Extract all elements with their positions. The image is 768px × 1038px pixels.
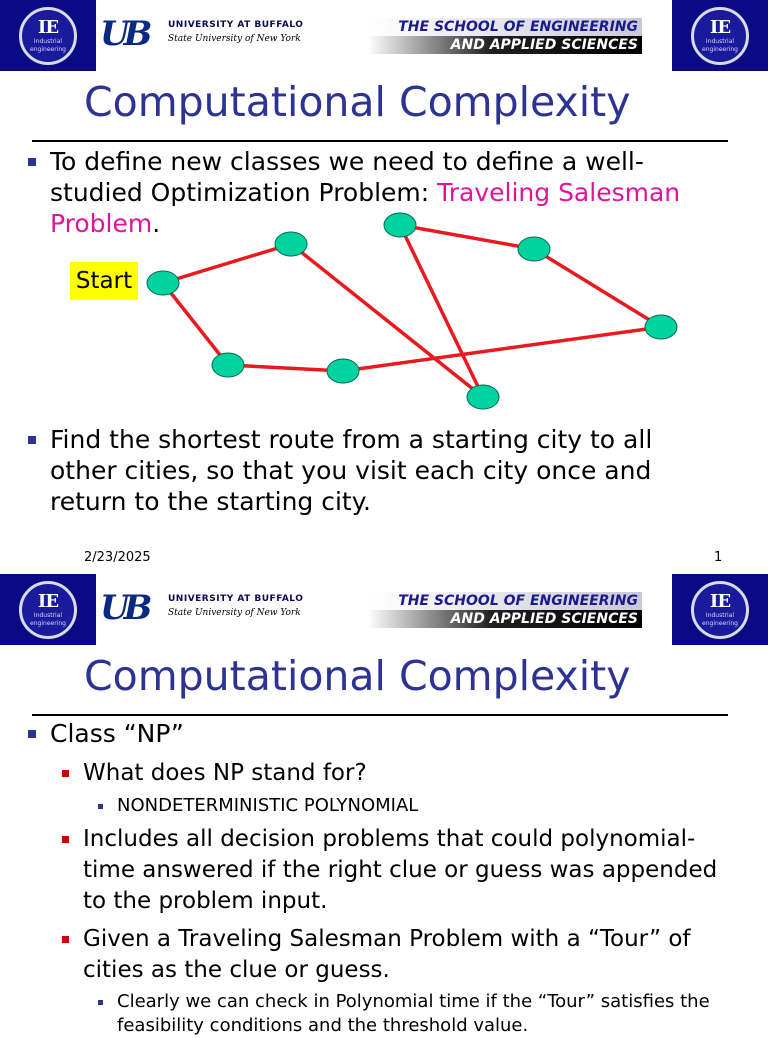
bullet-class-np: [28, 718, 728, 749]
start-label: Start: [70, 262, 138, 300]
tsp-tour-text: Given a Traveling Salesman Problem with a “Tour” of cities as the clue or guess.: [83, 926, 691, 983]
city-node: [212, 353, 244, 377]
ie-sub-2: engineering: [702, 619, 738, 627]
tsp-highlight: Traveling Salesman Problem: [50, 178, 681, 238]
ie-logo-left: [0, 574, 96, 645]
intro-end: .: [152, 209, 161, 238]
bullet-np-meaning: [62, 758, 722, 789]
route-edge: [163, 244, 291, 283]
route-edge: [163, 283, 228, 365]
ub-logo-icon: UB: [100, 14, 147, 54]
city-node: [147, 271, 179, 295]
ie-mark: IE: [709, 16, 731, 38]
ie-mark: IE: [37, 590, 59, 612]
bullet-square-icon: [62, 770, 69, 777]
bullet-np-expansion: [98, 794, 718, 818]
route-edge: [291, 244, 483, 397]
ub-name: UNIVERSITY AT BUFFALO: [168, 20, 304, 30]
bullet-definition: [28, 424, 718, 517]
city-node: [645, 315, 677, 339]
ie-mark: IE: [37, 16, 59, 38]
slide-title: Computational Complexity: [84, 78, 631, 126]
school-banner-line1: THE SCHOOL OF ENGINEERING: [368, 18, 642, 36]
class-np-text: Class “NP”: [50, 719, 184, 748]
slide-number: 1: [714, 550, 723, 565]
bullet-tsp-tour: [62, 924, 722, 986]
ie-logo-right: [672, 574, 768, 645]
ub-name-block: [168, 594, 368, 618]
ie-sub-1: Industrial: [33, 37, 63, 45]
route-edge: [400, 225, 534, 249]
ub-logo-icon: UB: [100, 588, 147, 628]
ie-mark: IE: [709, 590, 731, 612]
city-node: [275, 232, 307, 256]
route-edge: [228, 365, 343, 371]
school-banner-line2: AND APPLIED SCIENCES: [368, 36, 642, 54]
slide-date: 2/23/2025: [84, 550, 151, 565]
ie-emblem-icon: [691, 581, 749, 639]
city-node: [518, 237, 550, 261]
ie-sub-1: Industrial: [705, 611, 735, 619]
ie-sub-1: Industrial: [33, 611, 63, 619]
ub-subtitle: State University of New York: [168, 608, 301, 618]
bullet-square-icon: [98, 804, 103, 809]
bullet-square-icon: [98, 1000, 103, 1005]
school-banner-line1: THE SCHOOL OF ENGINEERING: [368, 592, 642, 610]
ie-sub-2: engineering: [30, 619, 66, 627]
bullet-tour-check: [98, 990, 718, 1038]
np-definition-text: Includes all decision problems that could polynomial-time answered if the right clue or guess was appended to the problem input.: [83, 826, 718, 914]
np-meaning-text: What does NP stand for?: [83, 760, 367, 786]
route-edge: [534, 249, 661, 327]
city-node: [327, 359, 359, 383]
route-edge: [400, 225, 483, 397]
bullet-square-icon: [62, 836, 69, 843]
np-expansion-text: NONDETERMINISTIC POLYNOMIAL: [117, 795, 419, 816]
ub-subtitle: State University of New York: [168, 34, 301, 44]
ie-sub-2: engineering: [702, 45, 738, 53]
slide-2: [0, 574, 768, 1036]
bullet-np-definition: [62, 824, 722, 917]
bullet-square-icon: [28, 436, 36, 444]
ub-name: UNIVERSITY AT BUFFALO: [168, 594, 304, 604]
intro-text: To define new classes we need to define a well-studied Optimization Problem:: [50, 147, 644, 207]
ie-sub-2: engineering: [30, 45, 66, 53]
ie-sub-1: Industrial: [705, 37, 735, 45]
tour-check-text: Clearly we can check in Polynomial time if the “Tour” satisfies the feasibility conditions and the threshold value.: [117, 991, 710, 1036]
school-banner-line2: AND APPLIED SCIENCES: [368, 610, 642, 628]
city-node: [384, 213, 416, 237]
slide-title: Computational Complexity: [84, 652, 631, 700]
bullet-square-icon: [28, 730, 36, 738]
school-banner: [368, 592, 642, 628]
bullet-square-icon: [62, 936, 69, 943]
city-node: [467, 385, 499, 409]
route-edge: [343, 327, 661, 371]
bullet-definition-text: Find the shortest route from a starting city to all other cities, so that you visit each city once and return to the starting city.: [50, 425, 653, 516]
ie-emblem-icon: [19, 581, 77, 639]
title-divider: [32, 714, 728, 716]
